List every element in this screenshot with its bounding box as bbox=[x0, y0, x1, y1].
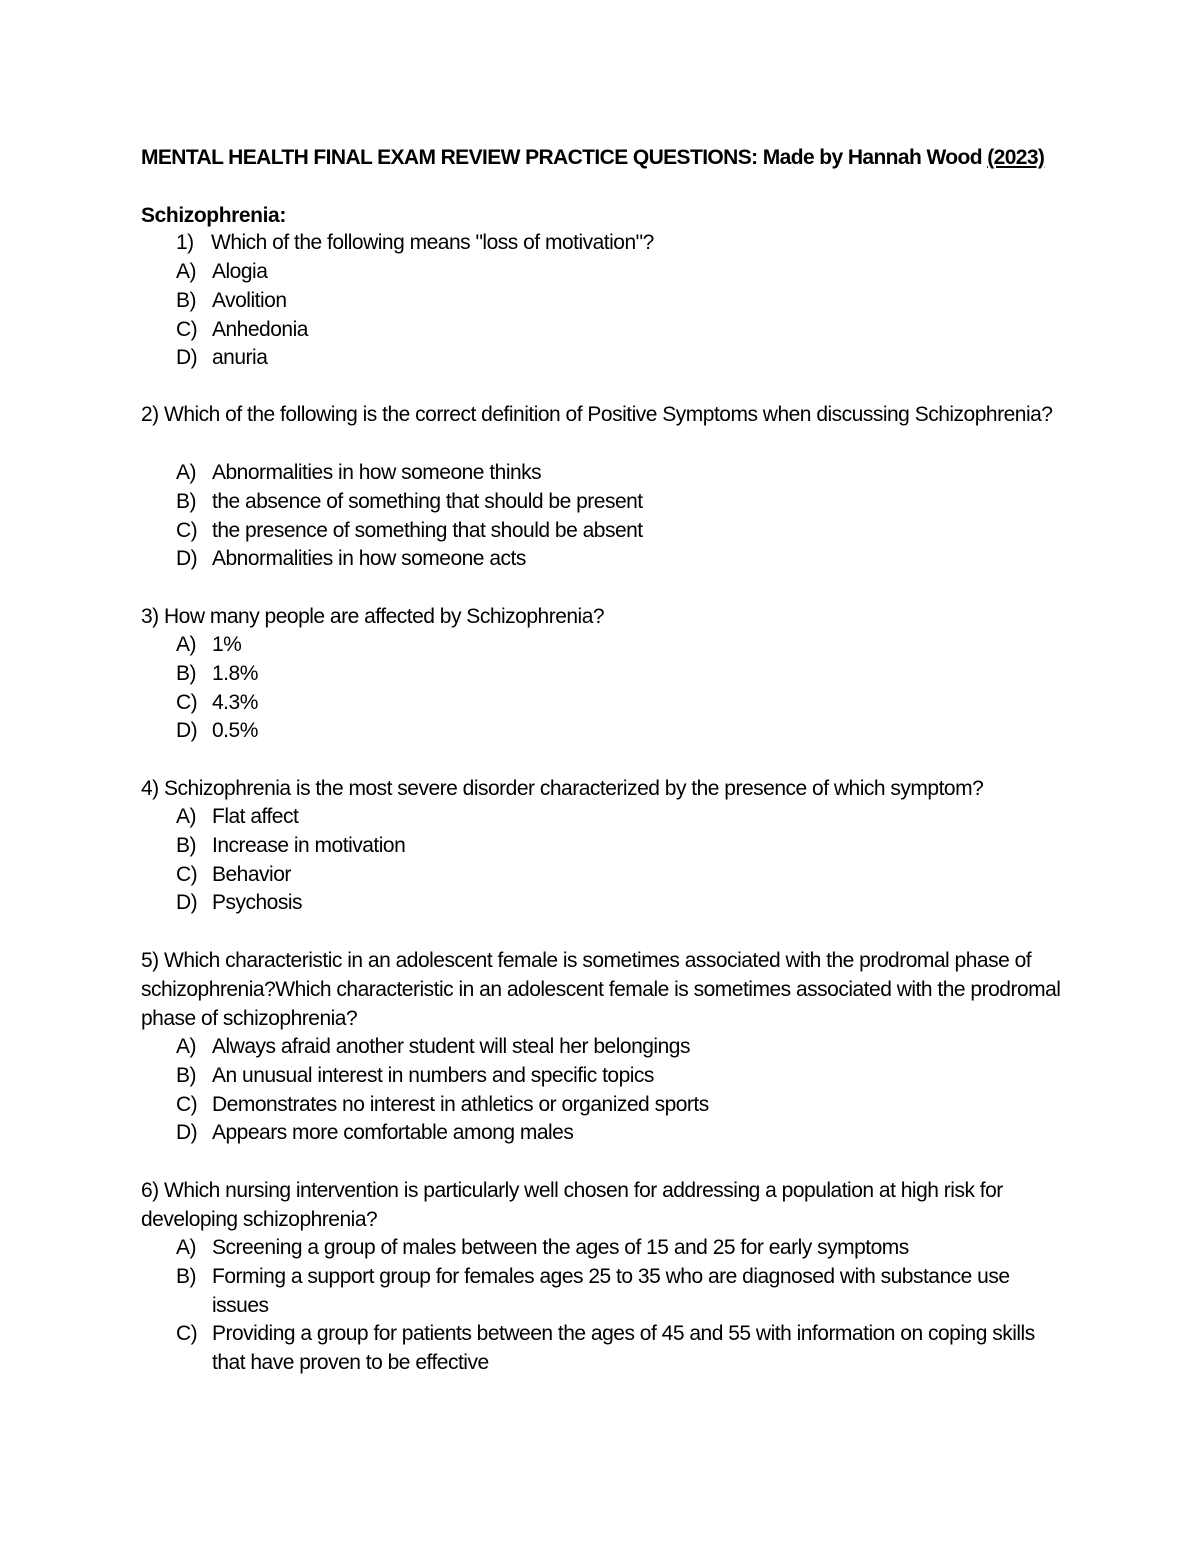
option-letter: C) bbox=[176, 1092, 198, 1116]
option bbox=[176, 889, 1056, 918]
option bbox=[176, 631, 1056, 660]
option-text: An unusual interest in numbers and specific topics bbox=[212, 1063, 654, 1087]
option bbox=[176, 459, 1056, 488]
option-text: Screening a group of males between the ages of 15 and 25 for early symptoms bbox=[212, 1236, 909, 1259]
option-letter: A) bbox=[176, 1035, 196, 1058]
option-letter: B) bbox=[176, 833, 196, 857]
option-letter: B) bbox=[176, 1264, 196, 1288]
option-letter: A) bbox=[176, 461, 196, 484]
option-letter: C) bbox=[176, 1322, 198, 1346]
option bbox=[176, 832, 1056, 861]
option-letter: C) bbox=[176, 690, 198, 714]
option-letter: A) bbox=[176, 260, 196, 283]
question-1-text: Which of the following means "loss of motivation"? bbox=[211, 231, 654, 254]
option-letter: D) bbox=[176, 547, 198, 571]
option-letter: D) bbox=[176, 719, 198, 743]
option bbox=[176, 1263, 1056, 1321]
option-letter: D) bbox=[176, 346, 198, 370]
option bbox=[176, 861, 1056, 890]
question-1-stem bbox=[176, 229, 1106, 258]
question-4-stem: 4) Schizophrenia is the most severe disorder characterized by the presence of which symptom? bbox=[141, 777, 984, 800]
option bbox=[176, 1091, 1056, 1120]
option bbox=[176, 258, 1056, 287]
question-6-stem: 6) Which nursing intervention is particularly well chosen for addressing a population at high risk for developing schizophrenia? bbox=[141, 1179, 1003, 1231]
option-letter: B) bbox=[176, 489, 196, 513]
question-1-number: 1) bbox=[176, 231, 194, 254]
option-text: the presence of something that should be absent bbox=[212, 518, 643, 542]
option-letter: D) bbox=[176, 1121, 198, 1145]
option bbox=[176, 1234, 1056, 1263]
option bbox=[176, 316, 1056, 345]
section-heading: Schizophrenia: bbox=[141, 204, 286, 227]
question-2-stem: 2) Which of the following is the correct definition of Positive Symptoms when discussing Schizophrenia? bbox=[141, 403, 1053, 426]
option-text: 0.5% bbox=[212, 719, 258, 743]
title-year: (2023) bbox=[987, 146, 1045, 169]
option-text: Appears more comfortable among males bbox=[212, 1121, 574, 1145]
option-letter: A) bbox=[176, 633, 196, 656]
option-text: anuria bbox=[212, 346, 268, 370]
option-text: 1% bbox=[212, 633, 242, 656]
title-text: MENTAL HEALTH FINAL EXAM REVIEW PRACTICE QUESTIONS: Made by Hannah Wood bbox=[141, 146, 988, 169]
question-3-options bbox=[176, 631, 1056, 746]
option-text: Abnormalities in how someone acts bbox=[212, 547, 526, 571]
option bbox=[176, 1033, 1056, 1062]
option-text: Flat affect bbox=[212, 805, 299, 828]
option-text: Alogia bbox=[212, 260, 268, 283]
option bbox=[176, 545, 1056, 574]
option bbox=[176, 1062, 1056, 1091]
option-text: 4.3% bbox=[212, 690, 258, 714]
question-6-options bbox=[176, 1234, 1056, 1378]
option-letter: D) bbox=[176, 891, 198, 915]
option-text: Increase in motivation bbox=[212, 833, 406, 857]
option-text: Abnormalities in how someone thinks bbox=[212, 461, 542, 484]
option bbox=[176, 488, 1056, 517]
option-letter: A) bbox=[176, 1236, 196, 1259]
option-text: Behavior bbox=[212, 862, 291, 886]
option bbox=[176, 287, 1056, 316]
option bbox=[176, 517, 1056, 546]
option-text: Always afraid another student will steal her belongings bbox=[212, 1035, 690, 1058]
option-text: the absence of something that should be present bbox=[212, 489, 643, 513]
option-text: Avolition bbox=[212, 288, 287, 312]
option bbox=[176, 717, 1056, 746]
option-text: Demonstrates no interest in athletics or organized sports bbox=[212, 1092, 709, 1116]
option-letter: C) bbox=[176, 317, 198, 341]
option-text: Providing a group for patients between the ages of 45 and 55 with information on coping skills that have proven to be effective bbox=[212, 1322, 1035, 1375]
option-letter: B) bbox=[176, 661, 196, 685]
option-text: Anhedonia bbox=[212, 317, 308, 341]
option-letter: B) bbox=[176, 1063, 196, 1087]
option-text: Psychosis bbox=[212, 891, 303, 915]
option bbox=[176, 1320, 1056, 1378]
question-2-options bbox=[176, 459, 1056, 574]
option bbox=[176, 660, 1056, 689]
option-letter: A) bbox=[176, 805, 196, 828]
question-5-options bbox=[176, 1033, 1056, 1148]
option bbox=[176, 1119, 1056, 1148]
option-text: Forming a support group for females ages 25 to 35 who are diagnosed with substance use issues bbox=[212, 1264, 1010, 1317]
document-title bbox=[141, 144, 1101, 172]
question-1-options bbox=[176, 258, 1056, 373]
question-4-options bbox=[176, 803, 1056, 918]
question-5-stem: 5) Which characteristic in an adolescent female is sometimes associated with the prodromal phase of schizophrenia?Which characteristic in an adolescent female is sometimes associated with the prodromal phase of schizophrenia? bbox=[141, 949, 1061, 1030]
option bbox=[176, 344, 1056, 373]
option bbox=[176, 689, 1056, 718]
option-letter: C) bbox=[176, 862, 198, 886]
question-3-stem: 3) How many people are affected by Schizophrenia? bbox=[141, 605, 605, 628]
option-letter: C) bbox=[176, 518, 198, 542]
option-letter: B) bbox=[176, 288, 196, 312]
option bbox=[176, 803, 1056, 832]
option-text: 1.8% bbox=[212, 661, 258, 685]
